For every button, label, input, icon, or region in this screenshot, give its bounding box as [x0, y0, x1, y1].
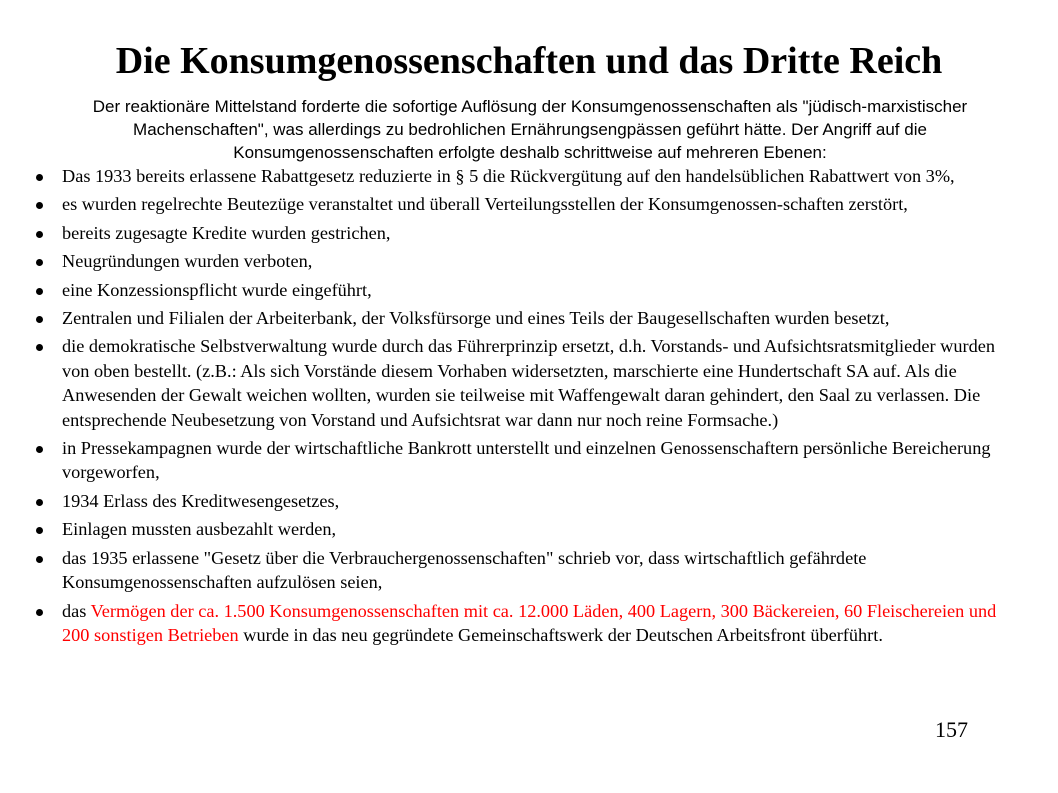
- bullet-icon: [36, 174, 43, 181]
- bullet-icon: [36, 556, 43, 563]
- list-item: [62, 249, 1022, 273]
- list-item-text: eine Konzessionspflicht wurde eingeführt,: [62, 279, 372, 300]
- list-item-text: die demokratische Selbstverwaltung wurde durch das Führerprinzip ersetzt, d.h. Vorstands- und Aufsichtsratsmitglieder wurden von oben bestellt. (z.B.: Als sich Vorstände diesem Vorhaben widersetzten, marschierte eine Hundertschaft SA auf. Als die Anwesenden der Gewalt weichen wollten, wurden sie teilweise mit Waffengewalt daran gehindert, den Saal zu verlassen. Die entsprechende Neubesetzung von Vorstand und Aufsichtsrat war dann nur noch reine Formsache.): [62, 336, 995, 430]
- bullet-icon: [36, 202, 43, 209]
- list-item: [62, 436, 1022, 485]
- list-item-text: Einlagen mussten ausbezahlt werden,: [62, 519, 337, 540]
- bullet-icon: [36, 316, 43, 323]
- list-item: [62, 221, 1022, 245]
- intro-paragraph: Der reaktionäre Mittelstand forderte die sofortige Auflösung der Konsumgenossenschaften als "jüdisch-marxistischer Machenschaften", was allerdings zu bedrohlichen Ernährungsengpässen geführt hätte. Der Angriff auf die Konsumgenossenschaften erfolgte deshalb schrittweise auf mehreren Ebenen:: [92, 97, 968, 162]
- slide-title: Die Konsumgenossenschaften und das Dritte Reich: [115, 40, 943, 82]
- last-item-suffix: wurde in das neu gegründete Gemeinschaftswerk der Deutschen Arbeitsfront überführt.: [238, 624, 883, 645]
- list-item-text: Zentralen und Filialen der Arbeiterbank, der Volksfürsorge und eines Teils der Baugesellschaften wurden besetzt,: [62, 308, 890, 329]
- list-item: [62, 278, 1022, 302]
- list-item-text: Das 1933 bereits erlassene Rabattgesetz reduzierte in § 5 die Rückvergütung auf den handelsüblichen Rabattwert von 3%,: [62, 166, 955, 186]
- bullet-icon: [36, 527, 43, 534]
- list-item: [62, 546, 1022, 595]
- list-item-text: in Pressekampagnen wurde der wirtschaftliche Bankrott unterstellt und einzelnen Genossenschaftern persönliche Bereicherung vorgeworfen,: [62, 438, 991, 483]
- bullet-icon: [36, 288, 43, 295]
- list-item-text: bereits zugesagte Kredite wurden gestrichen,: [62, 222, 391, 243]
- last-item-prefix: das: [62, 600, 91, 621]
- list-item: [62, 517, 1022, 541]
- bullet-icon: [36, 609, 43, 616]
- list-item-last: [62, 599, 1022, 648]
- list-item: [62, 489, 1022, 513]
- list-item: [62, 306, 1022, 330]
- list-item: [62, 192, 1022, 216]
- bullet-icon: [36, 499, 43, 506]
- list-item: [62, 334, 1022, 432]
- bullet-icon: [36, 231, 43, 238]
- highlighted-assets-text: Vermögen der ca. 1.500 Konsumgenossenschaften mit ca. 12.000 Läden, 400 Lagern, 300 Bäckereien, 60 Fleischereien und 200 sonstigen Betrieben: [62, 600, 997, 645]
- bullet-icon: [36, 446, 43, 453]
- list-item-text: Neugründungen wurden verboten,: [62, 251, 313, 272]
- list-item-text: 1934 Erlass des Kreditwesengesetzes,: [62, 490, 340, 511]
- bullet-icon: [36, 344, 43, 351]
- bullet-icon: [36, 259, 43, 266]
- list-item-text: es wurden regelrechte Beutezüge veranstaltet und überall Verteilungsstellen der Konsumgenossen-schaften zerstört,: [62, 194, 908, 215]
- page-number: 157: [935, 717, 968, 742]
- bullet-list: [62, 164, 1022, 651]
- list-item: [62, 164, 1022, 188]
- list-item-text: das 1935 erlassene "Gesetz über die Verbrauchergenossenschaften" schrieb vor, dass wirtschaftlich gefährdete Konsumgenossenschaften aufzulösen seien,: [62, 547, 867, 593]
